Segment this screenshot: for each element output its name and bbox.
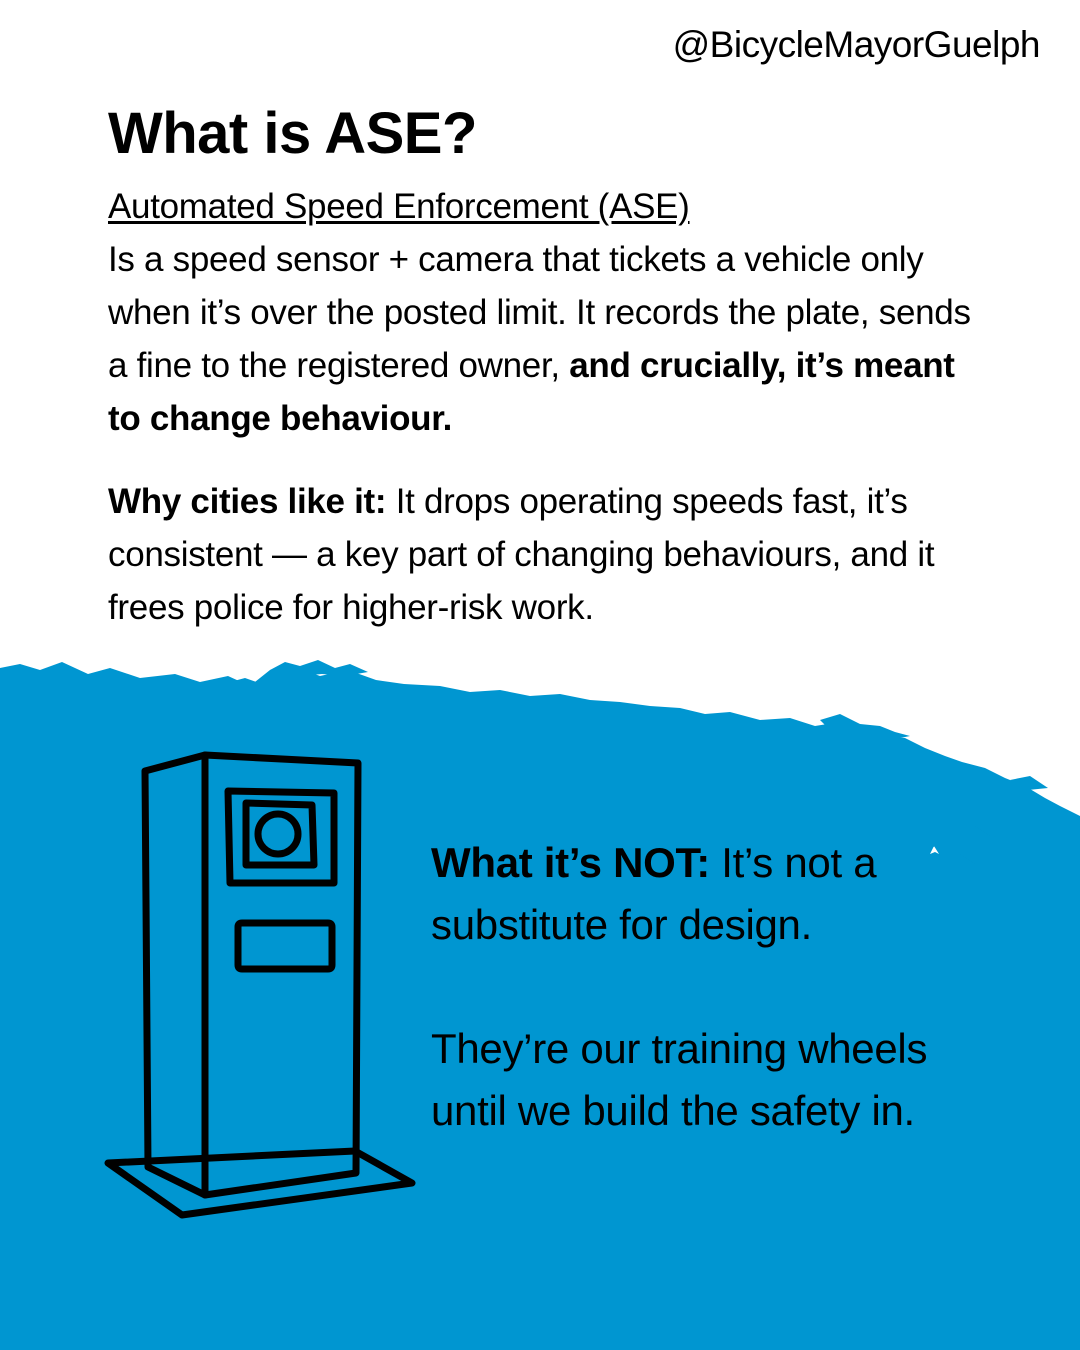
speed-camera-kiosk-icon (100, 745, 420, 1225)
not-label: What it’s NOT: (431, 839, 710, 886)
definition-text: Is a speed sensor + camera that tickets a vehicle only when it’s over the posted limit. It records the plate, sends a fine to the registered owner, (108, 240, 971, 385)
closing-text: They’re our training wheels until we build the safety in. (431, 1025, 928, 1134)
why-label: Why cities like it: (108, 482, 387, 521)
why-section (108, 475, 988, 634)
ase-term-link[interactable]: Automated Speed Enforcement (ASE) (108, 187, 690, 226)
not-section (431, 832, 991, 1142)
definition-emphasis: and crucially, it’s meant to change behaviour. (108, 346, 955, 438)
not-text: It’s not a substitute for design. (431, 839, 877, 948)
page-title: What is ASE? (108, 101, 477, 166)
handle: @BicycleMayorGuelph (672, 24, 1040, 65)
intro-section (108, 180, 988, 634)
why-text: It drops operating speeds fast, it’s consistent — a key part of changing behaviours, and it frees police for higher-risk work. (108, 482, 935, 627)
